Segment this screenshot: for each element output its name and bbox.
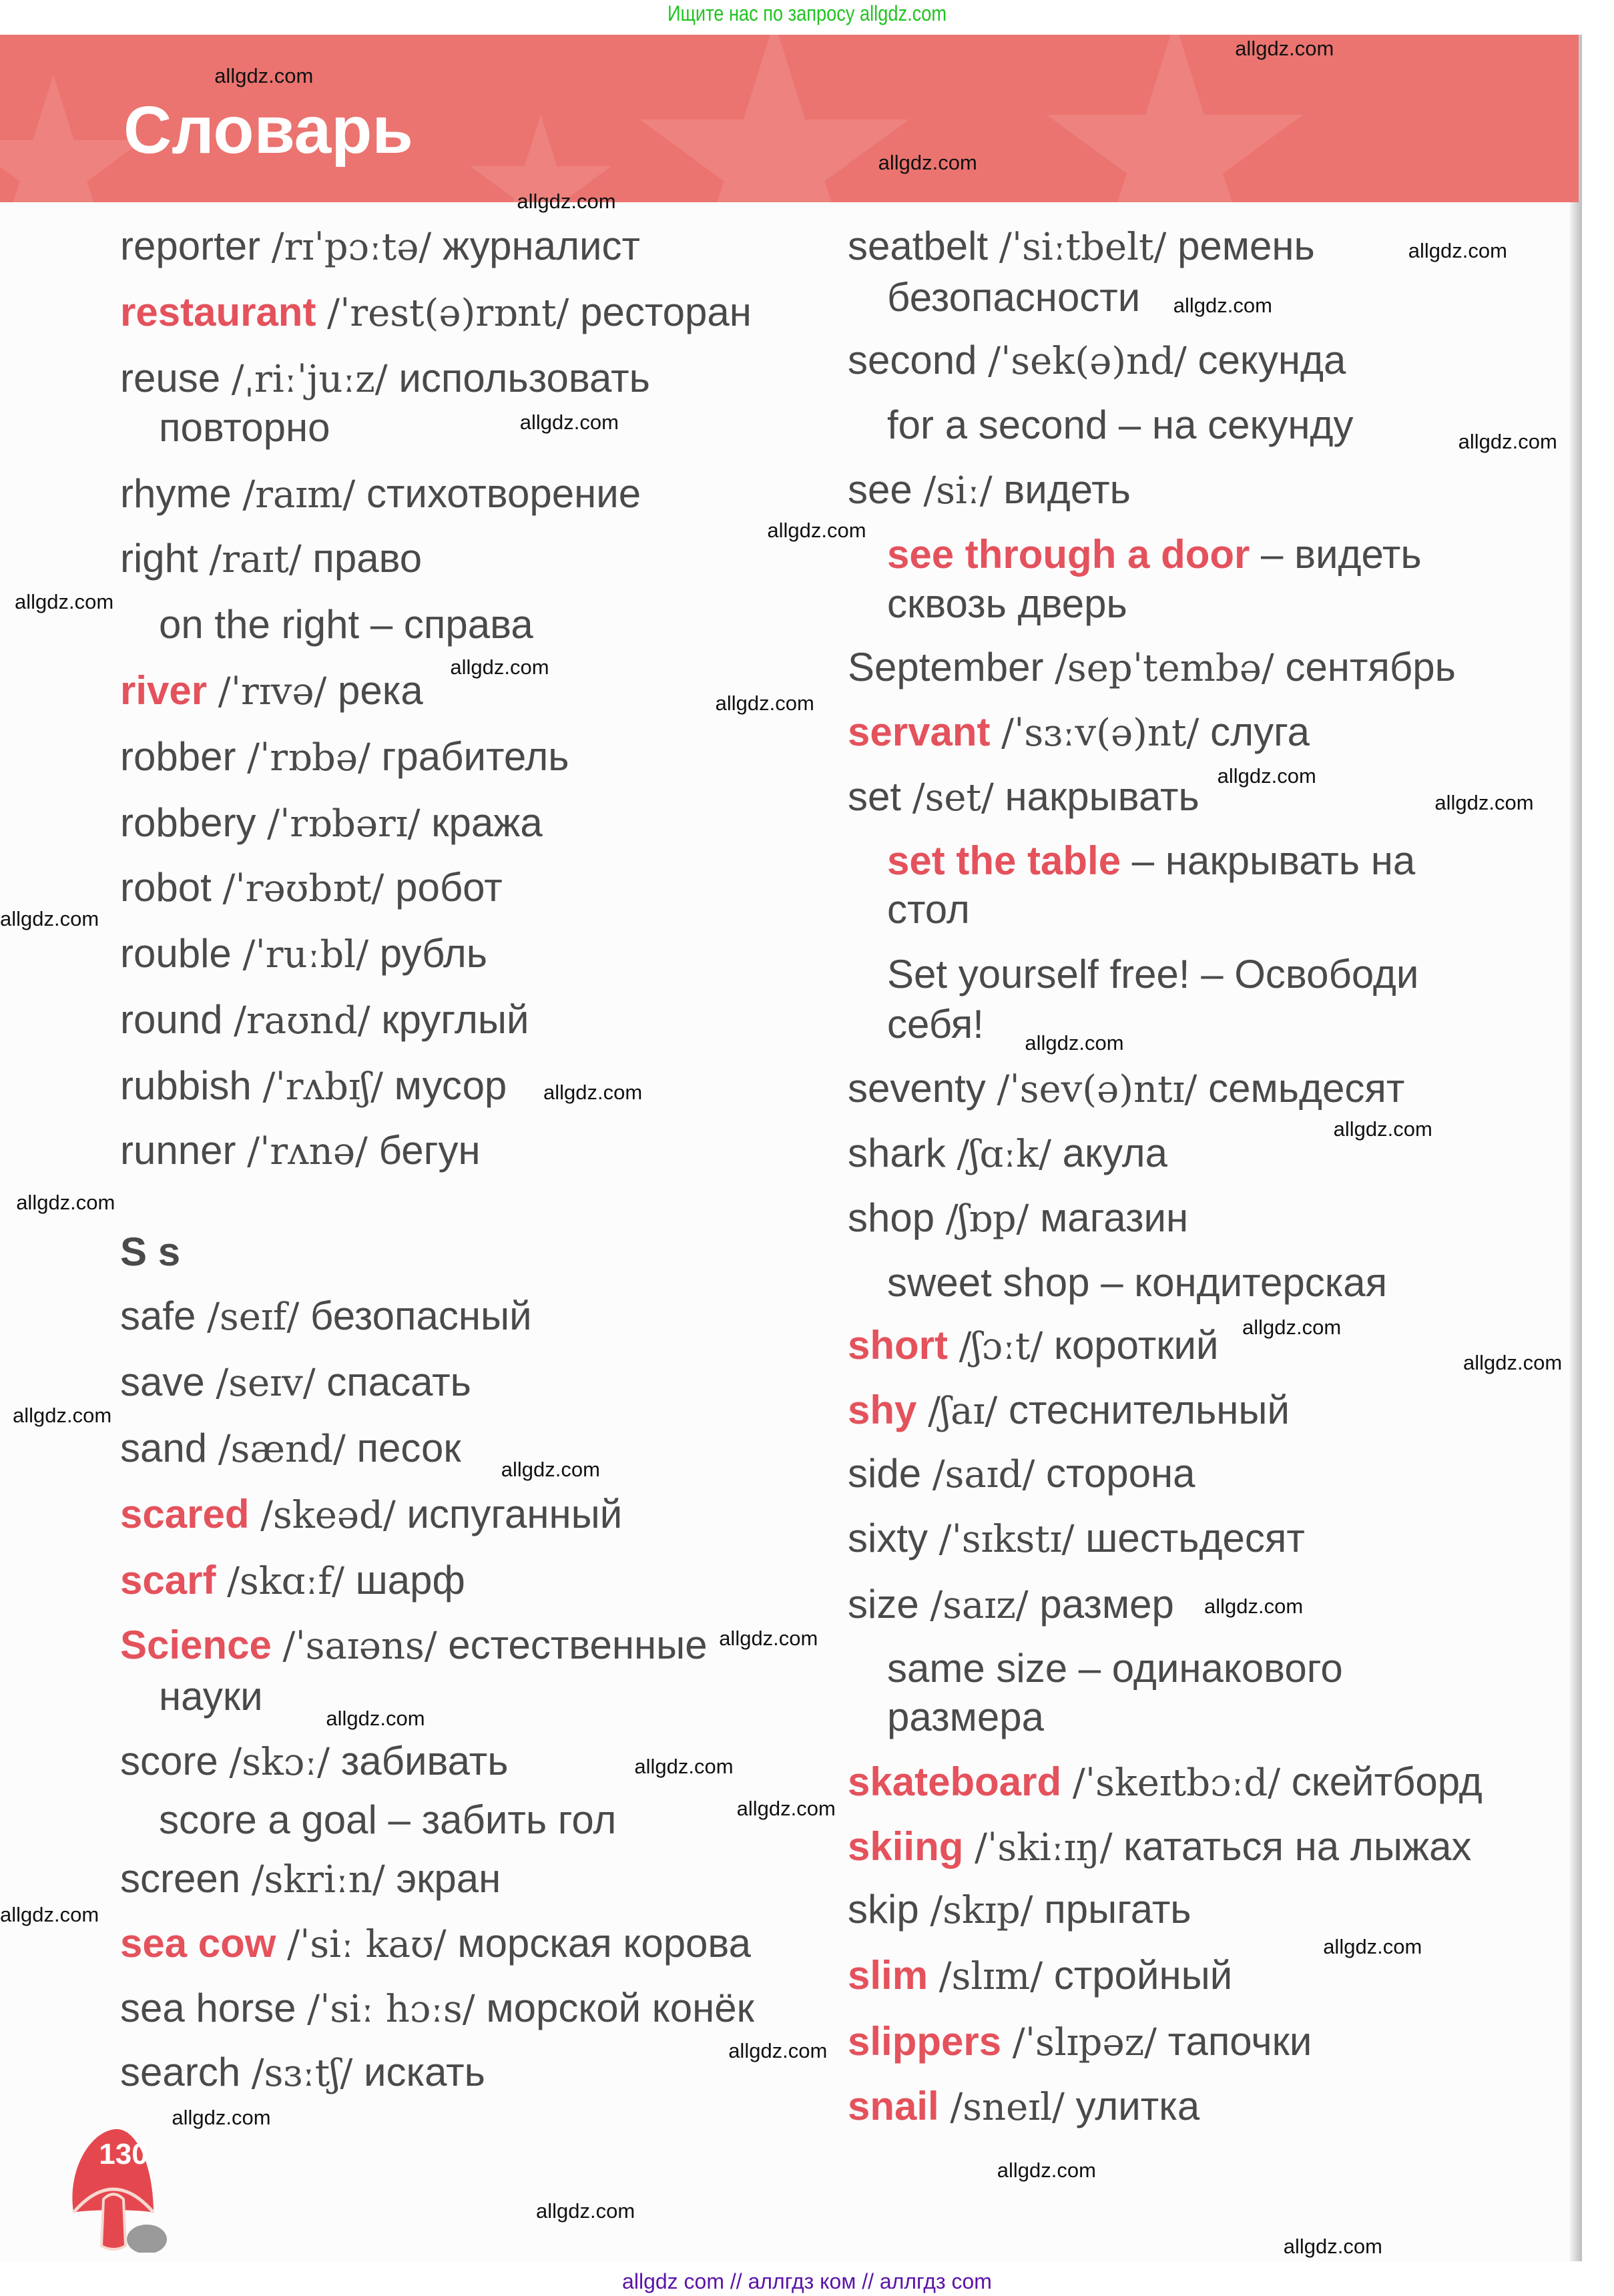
dictionary-entry <box>120 1738 508 1786</box>
transcription: /skeəd/ <box>260 1494 396 1538</box>
translation: ремень <box>1177 223 1315 268</box>
headword: seventy <box>848 1066 986 1111</box>
top-search-banner: Ищите нас по запросу allgdz.com <box>667 1 947 25</box>
watermark-text: allgdz.com <box>767 519 866 543</box>
translation: размер <box>1039 1581 1174 1627</box>
phrase-entry <box>887 1259 1387 1306</box>
phrase: same size <box>887 1646 1068 1691</box>
watermark-text: allgdz.com <box>0 907 99 931</box>
letter-heading <box>120 1229 180 1275</box>
translation-continued: науки <box>159 1674 263 1719</box>
dictionary-entry <box>848 1450 1195 1498</box>
translation: – на секунду <box>1118 402 1354 447</box>
dictionary-entry <box>848 1195 1188 1243</box>
dictionary-entry <box>848 2018 1312 2066</box>
headword: robber <box>120 734 236 780</box>
transcription: /ˈrɒbə/ <box>247 736 370 780</box>
transcription: /ˈskeɪtbɔːd/ <box>1072 1761 1281 1805</box>
headword: save <box>120 1360 205 1405</box>
translation: – Освободи <box>1201 951 1419 996</box>
entry-continuation <box>887 1001 984 1048</box>
transcription: /ʃɒp/ <box>945 1197 1029 1241</box>
translation: бегун <box>378 1127 481 1173</box>
dictionary-entry <box>848 1130 1167 1178</box>
headword: rhyme <box>120 471 232 517</box>
headword: shy <box>848 1388 917 1433</box>
watermark-text: allgdz.com <box>214 63 314 87</box>
dictionary-entry <box>120 1622 708 1670</box>
dictionary-entry <box>848 1065 1404 1113</box>
translation: стихотворение <box>366 471 641 517</box>
transcription: /ʃɔːt/ <box>959 1325 1043 1369</box>
entry-continuation <box>159 1673 263 1720</box>
dictionary-entry <box>848 2083 1199 2131</box>
watermark-text: allgdz.com <box>1333 1117 1432 1141</box>
entry-continuation <box>887 886 970 933</box>
headword: reporter <box>120 223 261 268</box>
transcription: /saɪd/ <box>932 1452 1035 1496</box>
dictionary-entry <box>120 1063 507 1111</box>
translation: ресторан <box>580 289 752 334</box>
watermark-text: allgdz.com <box>0 1902 99 1926</box>
decorative-star <box>634 35 914 202</box>
dictionary-entry <box>120 667 423 715</box>
transcription: /skɑːf/ <box>227 1560 344 1604</box>
translation: грабитель <box>381 734 569 780</box>
dictionary-entry <box>120 2049 485 2097</box>
headword: scared <box>120 1492 250 1537</box>
translation: – одинакового <box>1078 1646 1343 1691</box>
translation: морской конёк <box>486 1985 754 2030</box>
transcription: /ˈsek(ə)nd/ <box>988 340 1187 384</box>
watermark-text: allgdz.com <box>450 655 549 679</box>
translation: стройный <box>1053 1953 1233 1998</box>
dictionary-entry <box>120 289 752 337</box>
headword: snail <box>848 2084 939 2128</box>
translation: шестьдесят <box>1085 1515 1305 1560</box>
dictionary-entry <box>848 644 1456 692</box>
watermark-text: allgdz.com <box>1217 764 1316 788</box>
dictionary-entry <box>120 355 650 403</box>
translation: – справа <box>370 602 533 647</box>
translation: морская корова <box>457 1920 751 1966</box>
translation: забивать <box>340 1739 509 1783</box>
watermark-text: allgdz.com <box>1242 1315 1342 1339</box>
translation: улитка <box>1075 2084 1200 2128</box>
transcription: /ˈsiːtbelt/ <box>999 225 1167 269</box>
transcription: /ʃɑːk/ <box>957 1133 1051 1177</box>
watermark-text: allgdz.com <box>997 2158 1096 2182</box>
watermark-text: allgdz.com <box>1408 239 1507 263</box>
headword: restaurant <box>120 289 316 334</box>
translation: магазин <box>1040 1195 1189 1240</box>
dictionary-entry <box>120 996 529 1045</box>
dictionary-entry <box>848 467 1131 515</box>
watermark-text: allgdz.com <box>1458 430 1557 454</box>
transcription: /saɪz/ <box>930 1583 1029 1627</box>
translation: тапочки <box>1167 2019 1312 2064</box>
transcription: /sepˈtembə/ <box>1055 647 1274 690</box>
dictionary-entry <box>848 1515 1305 1563</box>
translation: песок <box>356 1426 461 1471</box>
headword: sea cow <box>120 1920 276 1966</box>
translation: спасать <box>326 1360 471 1405</box>
transcription: /ˈsɜːv(ə)nt/ <box>1001 711 1199 755</box>
translation: естественные <box>448 1623 708 1668</box>
headword: river <box>120 668 208 713</box>
transcription: /ˈrɪvə/ <box>218 670 327 714</box>
headword: skip <box>848 1887 919 1932</box>
transcription: /seɪv/ <box>216 1362 316 1406</box>
translation: кража <box>431 800 543 846</box>
watermark-text: allgdz.com <box>1204 1594 1304 1618</box>
translation: право <box>312 536 423 581</box>
phrase: see through a door <box>887 531 1250 577</box>
phrase-entry <box>887 402 1354 449</box>
headword: robot <box>120 865 212 910</box>
dictionary-entry <box>848 223 1315 271</box>
phrase-entry <box>887 531 1422 578</box>
dictionary-entry <box>120 864 503 912</box>
headword: side <box>848 1450 922 1496</box>
translation: акула <box>1062 1131 1168 1176</box>
headword: slippers <box>848 2019 1002 2064</box>
translation: слуга <box>1210 709 1310 754</box>
transcription: /raɪm/ <box>242 473 356 517</box>
headword: reuse <box>120 355 221 400</box>
page-number: 130 <box>99 2138 148 2171</box>
transcription: /rɪˈpɔːtə/ <box>271 225 432 269</box>
headword: seatbelt <box>848 223 989 268</box>
phrase: sweet shop <box>887 1259 1090 1305</box>
transcription: /ˈrʌnə/ <box>247 1129 368 1173</box>
headword: runner <box>120 1127 236 1173</box>
transcription: /ˈruːbl/ <box>242 933 369 976</box>
transcription: /skriːn/ <box>251 1858 385 1902</box>
transcription: /set/ <box>912 776 994 820</box>
headword: scarf <box>120 1558 216 1603</box>
headword: sea horse <box>120 1985 296 2030</box>
watermark-text: allgdz.com <box>1463 1350 1563 1374</box>
transcription: /ˈskiːɪŋ/ <box>975 1825 1113 1870</box>
transcription: /ˈrest(ə)rɒnt/ <box>327 291 569 335</box>
dictionary-entry <box>120 734 569 782</box>
transcription: /ˈsɪkstɪ/ <box>938 1517 1075 1561</box>
dictionary-entry <box>848 1886 1191 1934</box>
headword: sixty <box>848 1515 928 1560</box>
dictionary-entry <box>120 800 543 848</box>
phrase: for a second <box>887 402 1108 447</box>
translation: – видеть <box>1261 531 1422 577</box>
translation: – накрывать на <box>1131 838 1416 884</box>
dictionary-entry <box>120 471 641 519</box>
entry-continuation <box>887 274 1140 321</box>
watermark-text: allgdz.com <box>878 151 977 175</box>
translation: семьдесят <box>1208 1066 1405 1111</box>
watermark-text: allgdz.com <box>1173 293 1272 317</box>
headword: right <box>120 536 198 581</box>
phrase-entry <box>887 1645 1343 1692</box>
dictionary-entry <box>120 1359 471 1407</box>
translation: прыгать <box>1044 1887 1191 1932</box>
headword: second <box>848 338 977 383</box>
headword: skiing <box>848 1823 964 1869</box>
translation-continued: безопасности <box>887 274 1141 320</box>
headword: screen <box>120 1856 241 1901</box>
watermark-text: allgdz.com <box>715 691 814 715</box>
translation: короткий <box>1054 1323 1219 1368</box>
page-title: Словарь <box>123 93 413 168</box>
dictionary-entry <box>120 1557 465 1605</box>
transcription: /slɪm/ <box>938 1955 1043 1999</box>
translation-continued: себя! <box>887 1001 984 1047</box>
transcription: /ʃaɪ/ <box>928 1390 998 1434</box>
translation: – кондитерская <box>1101 1259 1388 1305</box>
headword: servant <box>848 709 991 754</box>
headword: slim <box>848 1953 928 1998</box>
dictionary-entry <box>120 1985 754 2033</box>
headword: rouble <box>120 931 232 976</box>
translation: использовать <box>398 355 650 400</box>
dictionary-entry <box>848 1322 1219 1370</box>
transcription: /siː/ <box>923 469 993 513</box>
transcription: /ˈsaɪəns/ <box>282 1625 437 1669</box>
dictionary-entry <box>120 1293 532 1341</box>
dictionary-entry <box>120 223 640 271</box>
translation-continued: сквозь дверь <box>887 581 1127 627</box>
watermark-text: allgdz.com <box>536 2199 635 2223</box>
headword: shark <box>848 1131 946 1176</box>
phrase: set the table <box>887 838 1121 884</box>
dictionary-entry <box>120 1920 751 1968</box>
translation: видеть <box>1003 467 1131 512</box>
dictionary-entry <box>848 337 1346 385</box>
translation: секунда <box>1197 338 1346 383</box>
phrase-entry <box>159 1797 616 1843</box>
dictionary-entry <box>848 774 1199 822</box>
translation: безопасный <box>310 1294 532 1339</box>
translation: накрывать <box>1005 774 1199 819</box>
headword: search <box>120 2050 241 2095</box>
dictionary-entry <box>120 1425 461 1473</box>
translation: рубль <box>379 931 488 976</box>
watermark-text: allgdz.com <box>728 2039 828 2063</box>
translation: испуганный <box>407 1492 623 1537</box>
watermark-text: allgdz.com <box>326 1707 425 1731</box>
phrase-entry <box>887 838 1415 884</box>
watermark-text: allgdz.com <box>13 1403 112 1427</box>
headword: shop <box>848 1195 935 1240</box>
headword: see <box>848 467 912 512</box>
transcription: /raɪt/ <box>209 538 302 582</box>
transcription: /ˈrɒbərɪ/ <box>267 802 421 846</box>
translation: робот <box>395 865 503 910</box>
dictionary-entry <box>120 535 422 583</box>
watermark-text: allgdz.com <box>16 1190 115 1214</box>
translation: сентябрь <box>1285 645 1456 689</box>
translation: журналист <box>442 223 640 268</box>
translation: – забить гол <box>388 1797 617 1842</box>
watermark-text: allgdz.com <box>543 1080 643 1104</box>
watermark-text: allgdz.com <box>1235 36 1334 60</box>
watermark-text: allgdz.com <box>1434 791 1534 815</box>
transcription: /skɪp/ <box>930 1889 1033 1933</box>
transcription: /raʊnd/ <box>234 999 370 1043</box>
headword: safe <box>120 1294 196 1339</box>
headword: September <box>848 645 1044 689</box>
watermark-text: allgdz.com <box>517 189 616 213</box>
dictionary-entry <box>120 1491 622 1539</box>
phrase: Set yourself free! <box>887 951 1190 996</box>
transcription: /ˌriːˈjuːz/ <box>231 357 388 401</box>
watermark-text: allgdz.com <box>501 1458 600 1482</box>
letter-heading-text: S s <box>120 1229 181 1274</box>
watermark-text: allgdz.com <box>719 1627 818 1651</box>
dictionary-entry <box>848 1581 1174 1629</box>
transcription: /sɜːtʃ/ <box>251 2052 353 2096</box>
watermark-text: allgdz.com <box>15 590 114 613</box>
watermark-text: allgdz.com <box>1025 1031 1124 1055</box>
dictionary-entry <box>848 1387 1290 1435</box>
translation: мусор <box>394 1063 507 1108</box>
transcription: /ˈsev(ə)ntɪ/ <box>997 1068 1197 1112</box>
phrase-entry <box>159 601 533 648</box>
translation: стеснительный <box>1008 1388 1290 1433</box>
entry-continuation <box>159 404 330 451</box>
page-edge-shadow <box>1570 35 1582 2261</box>
translation: круглый <box>381 997 529 1042</box>
watermark-text: allgdz.com <box>172 2106 271 2130</box>
dictionary-entry <box>848 1952 1232 2000</box>
entry-continuation <box>887 1694 1044 1741</box>
transcription: /sænd/ <box>218 1428 346 1472</box>
dictionary-entry <box>848 709 1310 757</box>
headword: Science <box>120 1623 272 1668</box>
headword: skateboard <box>848 1759 1062 1804</box>
transcription: /ˈrʌbɪʃ/ <box>262 1065 383 1109</box>
translation-continued: размера <box>887 1695 1044 1739</box>
headword: robbery <box>120 800 256 846</box>
bottom-watermark-banner: allgdz com // аллгдз ком // аллгдз com <box>622 2269 992 2293</box>
transcription: /sneɪl/ <box>950 2086 1065 2129</box>
translation: река <box>338 668 423 713</box>
watermark-text: allgdz.com <box>736 1797 836 1821</box>
headword: size <box>848 1581 919 1627</box>
dictionary-entry <box>120 930 487 978</box>
transcription: /ˈsiː kaʊ/ <box>287 1922 447 1966</box>
watermark-text: allgdz.com <box>1323 1935 1422 1959</box>
dictionary-entry <box>848 1823 1472 1872</box>
phrase: on the right <box>159 602 360 647</box>
watermark-text: allgdz.com <box>1283 2235 1382 2258</box>
translation: шарф <box>355 1558 465 1603</box>
transcription: /skɔː/ <box>229 1741 330 1784</box>
translation: кататься на лыжах <box>1123 1823 1472 1869</box>
headword: rubbish <box>120 1063 252 1108</box>
watermark-text: allgdz.com <box>519 410 619 435</box>
translation-continued: стол <box>887 887 970 932</box>
translation: искать <box>363 2050 485 2095</box>
transcription: /ˈslɪpəz/ <box>1012 2021 1157 2065</box>
dictionary-entry <box>120 1127 481 1175</box>
headword: short <box>848 1323 948 1368</box>
headword: sand <box>120 1426 208 1471</box>
entry-continuation <box>887 581 1127 627</box>
transcription: /ˈsiː hɔːs/ <box>307 1987 475 2031</box>
translation: сторона <box>1046 1450 1195 1496</box>
watermark-text: allgdz.com <box>634 1754 734 1778</box>
dictionary-entry <box>120 1855 501 1904</box>
phrase-entry <box>887 951 1418 998</box>
translation: экран <box>396 1856 501 1901</box>
headword: round <box>120 997 223 1042</box>
phrase: score a goal <box>159 1797 377 1842</box>
translation-continued: повторно <box>159 405 330 451</box>
transcription: /ˈrəʊbɒt/ <box>222 867 384 910</box>
translation: скейтборд <box>1291 1759 1483 1804</box>
headword: set <box>848 774 902 819</box>
transcription: /seɪf/ <box>207 1296 300 1340</box>
headword: score <box>120 1739 218 1783</box>
dictionary-entry <box>848 1759 1483 1807</box>
